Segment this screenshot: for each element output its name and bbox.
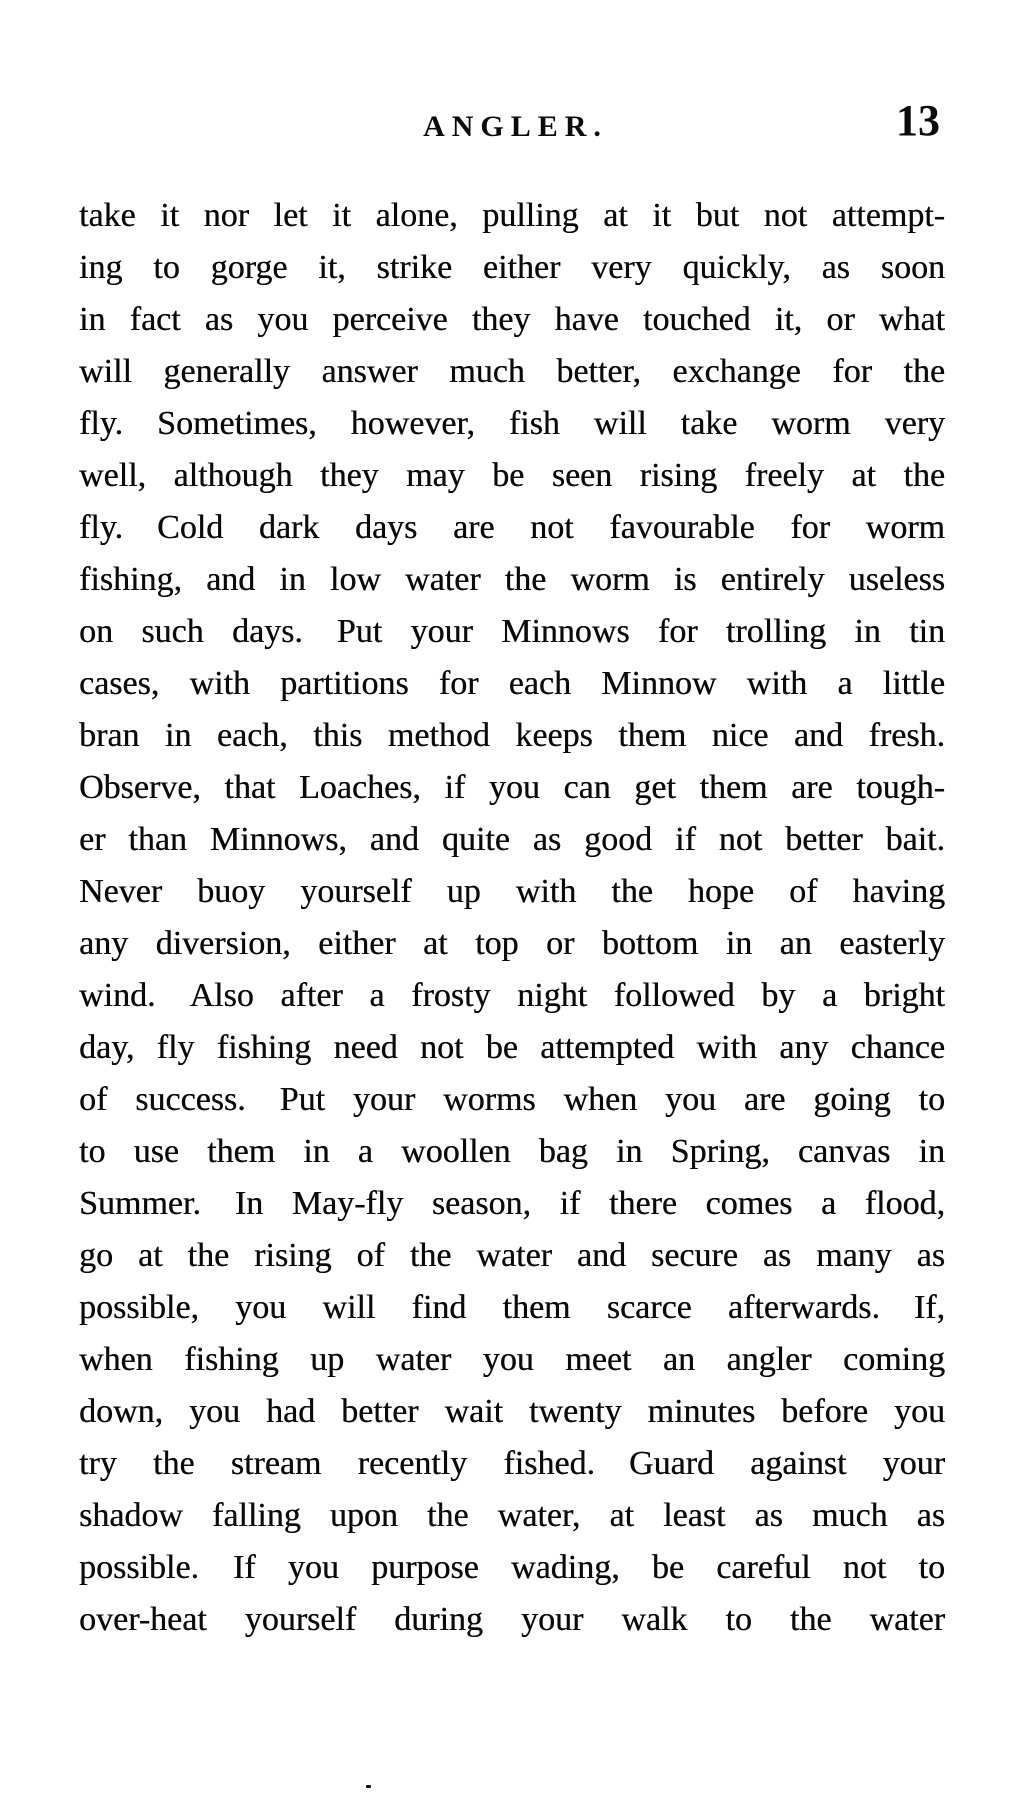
- text-line: in fact as you perceive they have touched it, or what: [79, 301, 945, 338]
- text-line: well, although they may be seen rising freely at the: [79, 457, 945, 494]
- text-line: will generally answer much better, exchange for the: [79, 353, 945, 390]
- text-line: wind. Also after a frosty night followed by a bright: [79, 977, 945, 1014]
- text-line: to use them in a woollen bag in Spring, canvas in: [79, 1133, 945, 1170]
- text-line: fishing, and in low water the worm is entirely useless: [79, 561, 945, 598]
- text-line: when fishing up water you meet an angler coming: [79, 1341, 945, 1378]
- text-line: day, fly fishing need not be attempted with any chance: [79, 1029, 945, 1066]
- text-line: fly. Cold dark days are not favourable for worm: [79, 509, 945, 546]
- text-line: over-heat yourself during your walk to the water: [79, 1601, 945, 1638]
- text-line: down, you had better wait twenty minutes before you: [79, 1393, 945, 1430]
- text-line: bran in each, this method keeps them nice and fresh.: [79, 717, 945, 754]
- text-line: fly. Sometimes, however, fish will take worm very: [79, 405, 945, 442]
- body-text-block: [79, 190, 945, 1646]
- text-line: any diversion, either at top or bottom in an easterly: [79, 925, 945, 962]
- text-line: er than Minnows, and quite as good if not better bait.: [79, 821, 945, 858]
- page-number: 13: [896, 96, 940, 145]
- text-line: on such days. Put your Minnows for trolling in tin: [79, 613, 945, 650]
- text-line: ing to gorge it, strike either very quickly, as soon: [79, 249, 945, 286]
- running-head-title: ANGLER.: [423, 110, 608, 143]
- text-line: Never buoy yourself up with the hope of having: [79, 873, 945, 910]
- text-line: go at the rising of the water and secure as many as: [79, 1237, 945, 1274]
- scan-speck-artifact: [366, 1785, 371, 1788]
- text-line: Summer. In May-fly season, if there comes a flood,: [79, 1185, 945, 1222]
- text-line: cases, with partitions for each Minnow with a little: [79, 665, 945, 702]
- text-line: of success. Put your worms when you are going to: [79, 1081, 945, 1118]
- text-line: possible, you will find them scarce afterwards. If,: [79, 1289, 945, 1326]
- text-line: take it nor let it alone, pulling at it but not attempt-: [79, 197, 945, 234]
- text-line: possible. If you purpose wading, be careful not to: [79, 1549, 945, 1586]
- text-line: shadow falling upon the water, at least as much as: [79, 1497, 945, 1534]
- text-line: try the stream recently fished. Guard against your: [79, 1445, 945, 1482]
- text-line: Observe, that Loaches, if you can get them are tough-: [79, 769, 945, 806]
